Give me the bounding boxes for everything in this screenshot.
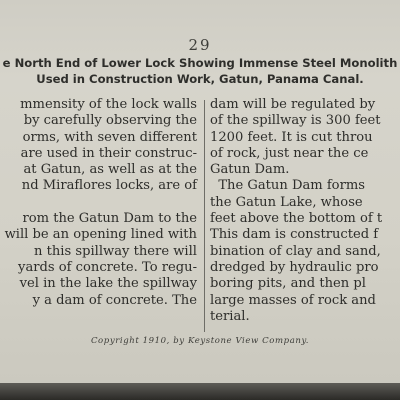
text-line: of the spillway is 300 feet <box>210 113 381 129</box>
text-line: the Gatun Lake, whose <box>210 194 363 210</box>
text-line: dredged by hydraulic pro <box>210 259 379 275</box>
text-line: at Gatun, as well as at the <box>23 162 197 178</box>
text-line: yards of concrete. To regu- <box>18 259 197 275</box>
text-line: nd Miraflores locks, are of <box>21 178 197 194</box>
column-divider <box>204 100 205 332</box>
page-number: 29 <box>188 36 212 54</box>
caption-line: Used in Construction Work, Gatun, Panama Canal. <box>36 72 364 86</box>
text-line: boring pits, and then pl <box>210 276 366 292</box>
caption-line: e North End of Lower Lock Showing Immense Steel Monolith <box>2 56 398 70</box>
copyright-notice: Copyright 1910, by Keystone View Company. <box>90 336 310 346</box>
text-line: feet above the bottom of t <box>210 211 383 227</box>
text-line: by carefully observing the <box>23 113 197 129</box>
text-line: 1200 feet. It is cut throu <box>210 129 373 145</box>
text-line: orms, with seven different <box>22 129 197 145</box>
text-line: This dam is constructed f <box>210 227 379 243</box>
text-line: are used in their construc- <box>20 145 197 161</box>
text-line: mmensity of the lock walls <box>20 97 197 112</box>
text-line: bination of clay and sand, <box>210 243 381 259</box>
text-line: terial. <box>210 308 250 324</box>
text-line: The Gatun Dam forms <box>210 178 365 194</box>
text-line: rom the Gatun Dam to the <box>22 211 197 227</box>
text-line: Gatun Dam. <box>210 162 290 178</box>
page-bottom-shadow <box>0 383 400 400</box>
left-text-column <box>0 97 201 309</box>
right-text-column <box>210 97 400 325</box>
text-line: y a dam of concrete. The <box>32 292 197 308</box>
text-line: of rock, just near the ce <box>210 145 369 161</box>
text-line: vel in the lake the spillway <box>19 276 197 292</box>
text-line: n this spillway there will <box>34 243 197 259</box>
photo-caption <box>0 55 400 87</box>
text-line: will be an opening lined with <box>4 227 197 243</box>
text-line: large masses of rock and <box>210 292 376 308</box>
text-line: dam will be regulated by <box>210 97 376 112</box>
paragraph-gap <box>0 195 201 211</box>
